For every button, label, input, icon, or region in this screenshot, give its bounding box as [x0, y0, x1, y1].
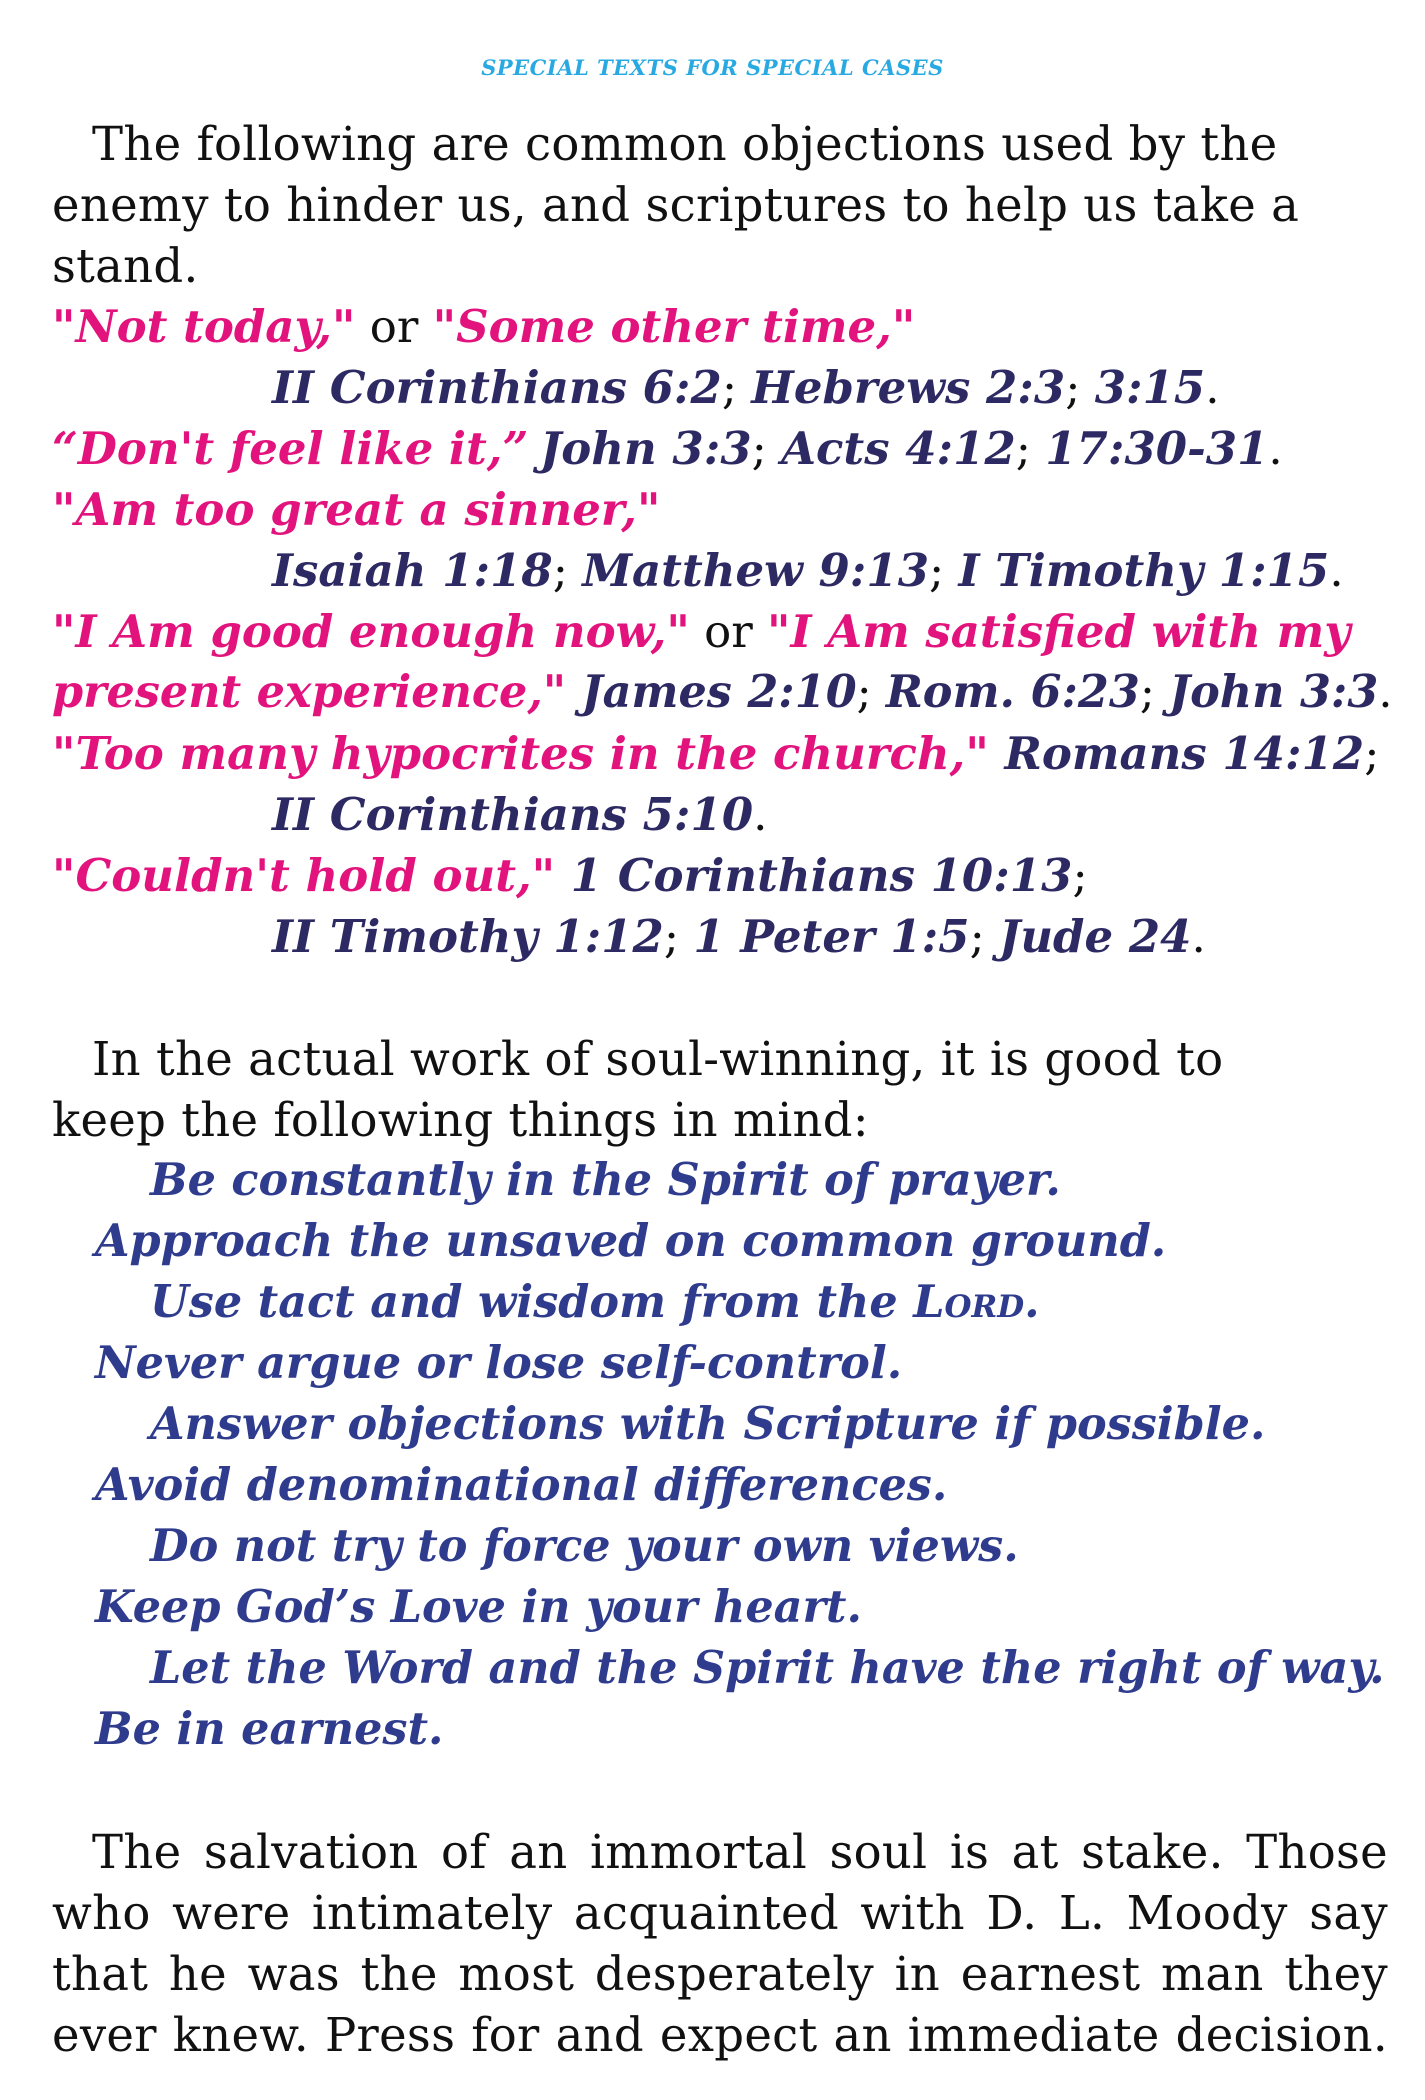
scripture-refs-5	[1004, 727, 1379, 780]
separator: ;	[1364, 727, 1380, 780]
scripture-ref: 1 Corinthians 10:13	[570, 849, 1073, 902]
tip-item: Let the Word and the Spirit have the right of way.	[150, 1642, 1385, 1694]
objection-text: “Don't feel like it,”	[52, 422, 529, 475]
scripture-ref: Acts 4:12	[781, 422, 1016, 475]
intro-line-3: stand.	[52, 239, 199, 293]
scripture-ref: Romans 14:12	[1004, 727, 1365, 780]
objection-text: "Not today,"	[52, 300, 356, 353]
scripture-ref: Jude 24	[999, 910, 1192, 963]
tip-item: Keep God’s Love in your heart.	[95, 1581, 862, 1633]
soul-winning-line-1: In the actual work of soul-winning, it is good to	[92, 1032, 1224, 1086]
separator: ;	[663, 910, 694, 963]
objection-good-enough	[52, 605, 1350, 658]
scripture-refs-2	[540, 422, 1283, 475]
scripture-ref: II Timothy 1:12	[272, 910, 664, 963]
objection-text: "Too many hypocrites in the church,"	[52, 727, 989, 780]
objection-not-today	[52, 300, 915, 353]
closing-line-1: The salvation of an immortal soul is at stake. Those	[92, 1825, 1388, 1879]
separator: ;	[552, 544, 583, 597]
objection-couldnt-hold-out	[52, 849, 1088, 902]
tip-item: Avoid denominational differences.	[95, 1459, 948, 1511]
scripture-refs-3	[272, 544, 1344, 597]
period: .	[1205, 361, 1220, 414]
tip-item: Do not try to force your own views.	[150, 1520, 1019, 1572]
or-text: or	[689, 605, 768, 658]
separator: ;	[969, 910, 1000, 963]
separator: ;	[1139, 667, 1170, 718]
or-text: or	[355, 300, 433, 353]
tip-text: Use tact and wisdom from the	[150, 1276, 914, 1328]
tip-item: Answer objections with Scripture if possible.	[150, 1398, 1266, 1450]
period: .	[1268, 422, 1283, 475]
scripture-ref: Hebrews 2:3	[751, 361, 1066, 414]
objection-text: "Some other time,"	[432, 300, 916, 353]
scripture-ref: John 3:3	[1169, 666, 1379, 718]
closing-line-3: that he was the most desperately in earnest man they	[52, 1947, 1388, 2001]
lord-text: Lord	[913, 1276, 1025, 1328]
tip-item: Be constantly in the Spirit of prayer.	[150, 1154, 1061, 1206]
objection-hypocrites	[52, 727, 1379, 780]
objection-dont-feel-like-it	[52, 422, 528, 475]
objection-text: "Couldn't hold out,"	[52, 849, 556, 902]
scripture-refs-1	[272, 361, 1220, 414]
scripture-ref: 3:15	[1094, 361, 1206, 414]
page-title: SPECIAL TEXTS FOR SPECIAL CASES	[481, 55, 944, 80]
separator: ;	[751, 422, 782, 475]
scripture-ref: I Timothy 1:15	[958, 544, 1330, 597]
objection-text: "I Am good enough now,"	[52, 605, 690, 658]
separator: ;	[1072, 849, 1088, 902]
scripture-ref: Rom. 6:23	[885, 666, 1140, 718]
scripture-ref: James 2:10	[581, 666, 857, 718]
tip-item: Never argue or lose self-control.	[95, 1337, 903, 1389]
intro-line-2: enemy to hinder us, and scriptures to help us take a	[52, 178, 1300, 232]
closing-line-4: ever knew. Press for and expect an immediate decision.	[52, 2008, 1388, 2062]
period: .	[1378, 667, 1393, 718]
separator: ;	[721, 361, 752, 414]
separator: ;	[1065, 361, 1095, 414]
scripture-refs-5b	[272, 788, 767, 841]
tip-item: Be in earnest.	[95, 1703, 444, 1755]
scripture-ref: II Corinthians 6:2	[272, 361, 722, 414]
closing-line-2: who were intimately acquainted with D. L. Moody say	[52, 1886, 1388, 1940]
tip-item: Approach the unsaved on common ground.	[95, 1215, 1167, 1267]
separator: ;	[856, 667, 886, 718]
scripture-ref: John 3:3	[540, 422, 752, 475]
tip-item	[150, 1276, 1040, 1328]
objection-text: "Am too great a sinner,"	[52, 483, 661, 536]
objection-text: present experience,"	[52, 666, 567, 718]
scripture-ref: Matthew 9:13	[582, 544, 930, 597]
separator: ;	[929, 544, 959, 597]
scripture-ref: Isaiah 1:18	[272, 544, 553, 597]
intro-line-1: The following are common objections used by the	[92, 117, 1278, 171]
soul-winning-line-2: keep the following things in mind:	[52, 1093, 869, 1147]
objection-too-great-a-sinner	[52, 483, 660, 536]
scripture-refs-6b	[272, 910, 1206, 963]
scripture-ref: II Corinthians 5:10	[272, 788, 754, 841]
scripture-refs-6	[571, 849, 1088, 902]
scripture-ref: 1 Peter 1:5	[693, 910, 970, 963]
separator: ;	[1015, 422, 1046, 475]
period: .	[753, 788, 768, 841]
objection-good-enough-cont	[52, 666, 1392, 718]
scripture-ref: 17:30-31	[1045, 422, 1269, 475]
period: .	[1024, 1276, 1040, 1328]
period: .	[1329, 544, 1344, 597]
period: .	[1191, 910, 1206, 963]
objection-text: "I Am satisfied with my	[767, 605, 1351, 658]
scripture-refs-4	[582, 666, 1393, 718]
